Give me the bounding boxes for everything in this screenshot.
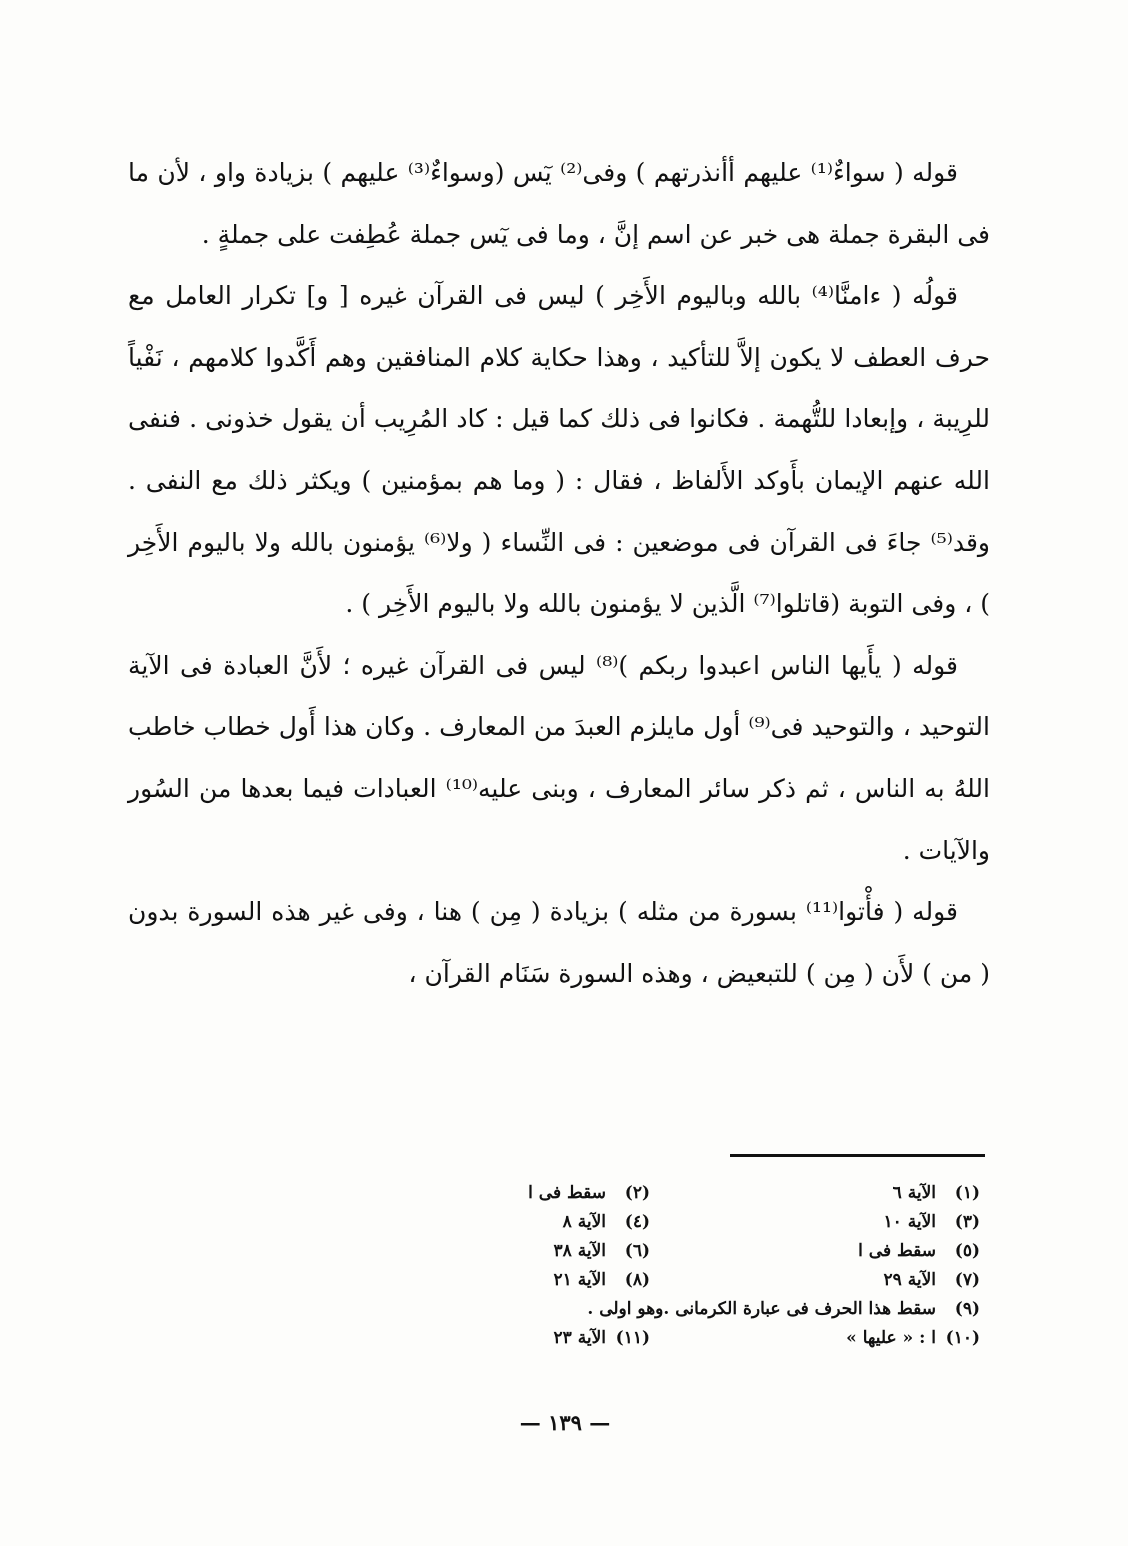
footnote-text: سقط هذا الحرف فى عبارة الكرمانى .وهو اولى . <box>587 1299 936 1319</box>
footnote-text: سقط فى ا <box>858 1241 936 1261</box>
footnote-item <box>690 1180 980 1207</box>
footnote-item <box>690 1325 980 1352</box>
paragraph: قوله ( سواءٌ⁽¹⁾ عليهم أأنذرتهم ) وفى⁽²⁾ يٓس (وسواءٌ⁽³⁾ عليهم ) بزيادة واو ، لأن ما فى البقرة جملة هى خبر عن اسم إنَّ ، وما فى يٓس جملة عُطِفت على جملةٍ . <box>128 158 990 249</box>
footnote-number: (٩) <box>954 1299 980 1319</box>
footnote-divider <box>730 1154 985 1157</box>
footnote-item <box>360 1238 650 1265</box>
footnote-number: (٨) <box>624 1270 650 1290</box>
footnote-number: (١٠) <box>945 1328 980 1348</box>
page-number: — ١٣٩ — <box>519 1410 611 1435</box>
footnote-text: الآية ٢١ <box>553 1270 606 1290</box>
footnote-text: الآية ٣٨ <box>553 1241 606 1261</box>
footnote-item <box>360 1267 650 1294</box>
footnote-item <box>360 1296 980 1323</box>
footnote-item <box>690 1267 980 1294</box>
footnote-number: (٦) <box>624 1241 650 1261</box>
footnote-text: الآية ٦ <box>892 1183 936 1203</box>
footnote-item <box>360 1209 650 1236</box>
paragraph: قوله ( فأْتوا⁽¹¹⁾ بسورة من مثله ) بزيادة ( مِن ) هنا ، وفى غير هذه السورة بدون ( من ) لأَن ( مِن ) للتبعيض ، وهذه السورة سَنَام القرآن ، <box>128 897 990 988</box>
footnote-text: الآية ٢٩ <box>883 1270 936 1290</box>
footnote-number: (٧) <box>954 1270 980 1290</box>
footnote-item <box>360 1325 650 1352</box>
paragraph: قولُه ( ءامنَّا⁽⁴⁾ بالله وباليوم الأَخِر ) ليس فى القرآن غيره [ و] تكرار العامل مع حرف العطف لا يكون إلاَّ للتأكيد ، وهذا حكاية كلام المنافقين وهم أَكَّدوا كلامهم ، نَفْياً للرِيبة ، وإبعادا للتُّهمة . فكانوا فى ذلك كما قيل : كاد المُرِيب أن يقول خذونى . فنفى الله عنهم الإيمان بأَوكد الأَلفاظ ، فقال : ( وما هم بمؤمنين ) ويكثر ذلك مع النفى . وقد⁽⁵⁾ جاءَ فى القرآن فى موضعين : فى النِّساء ( ولا⁽⁶⁾ يؤمنون بالله ولا باليوم الأَخِر ) ، وفى التوبة (قاتلوا⁽⁷⁾ الَّذين لا يؤمنون بالله ولا باليوم الأَخِر ) . <box>128 281 990 619</box>
footnote-text: الآية ١٠ <box>883 1212 936 1232</box>
main-text <box>128 142 990 1004</box>
footnote-text: الآية ٢٣ <box>553 1328 606 1348</box>
footnote-number: (٢) <box>624 1183 650 1203</box>
footnote-item <box>690 1238 980 1265</box>
footnote-text: سقط فى ا <box>528 1183 606 1203</box>
footnote-number: (٥) <box>954 1241 980 1261</box>
footnote-text: ا : « عليها » <box>846 1328 936 1348</box>
paragraph: قوله ( يأَيها الناس اعبدوا ربكم )⁽⁸⁾ ليس فى القرآن غيره ؛ لأَنَّ العبادة فى الآية التوحيد ، والتوحيد فى⁽⁹⁾ أول مايلزم العبدَ من المعارف . وكان هذا أَول خطاب خاطب اللهُ به الناس ، ثم ذكر سائر المعارف ، وبنى عليه⁽¹⁰⁾ العبادات فيما بعدها من السُور والآيات . <box>128 650 990 865</box>
footnotes <box>360 1180 980 1352</box>
footnote-number: (٣) <box>954 1212 980 1232</box>
footnote-item <box>360 1180 650 1207</box>
footnote-number: (١) <box>954 1183 980 1203</box>
footnote-number: (٤) <box>624 1212 650 1232</box>
footnote-text: الآية ٨ <box>562 1212 606 1232</box>
footnote-item <box>690 1209 980 1236</box>
footnote-number: (١١) <box>615 1328 650 1348</box>
